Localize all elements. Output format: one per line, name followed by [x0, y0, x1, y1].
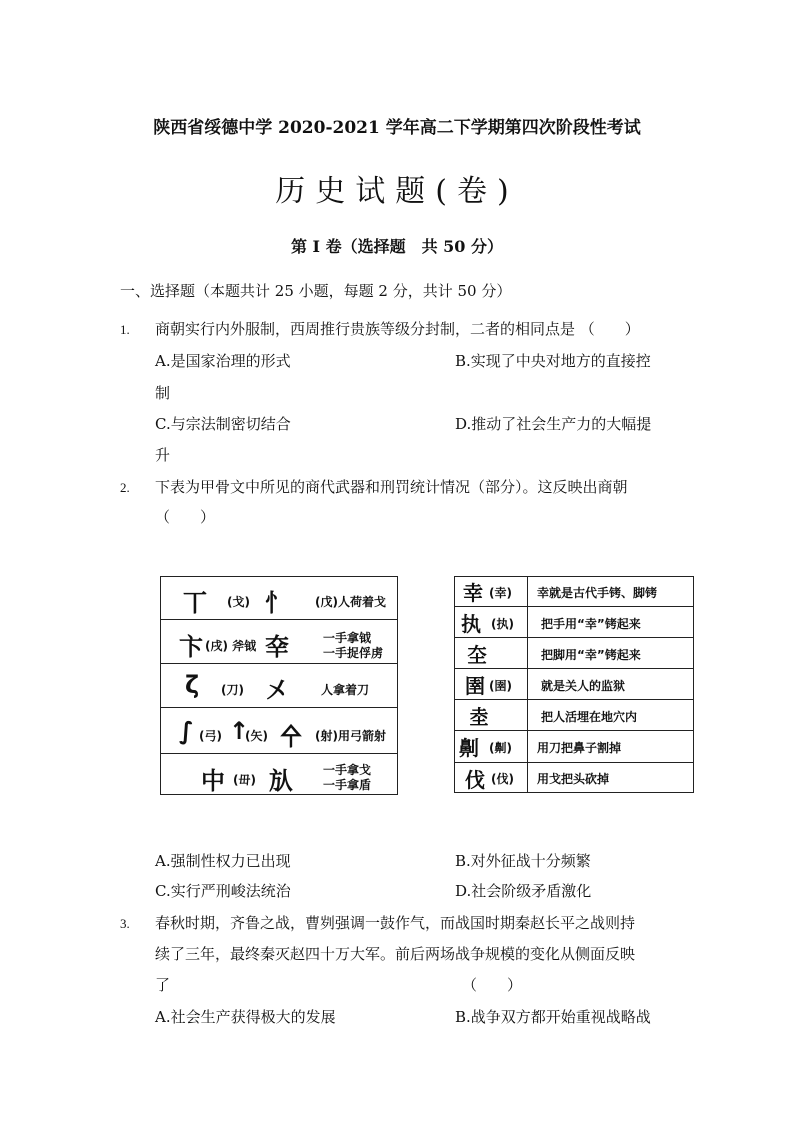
- glyph-label: (戌) 斧钺: [205, 639, 257, 653]
- oracle-glyph: ζ: [185, 671, 200, 699]
- section-heading: 一、选择题（本题共计 25 小题，每题 2 分，共计 50 分）: [120, 282, 512, 300]
- question-number: 3.: [120, 916, 130, 931]
- oracle-glyph: 忄: [265, 589, 289, 617]
- paper-title: 历史试题(卷): [275, 174, 519, 209]
- punishments-table: [454, 576, 694, 793]
- school-exam-title: 陕西省绥德中学 2020-2021 学年高二下学期第四次阶段性考试: [153, 118, 641, 138]
- glyph-label: (劓): [489, 741, 512, 755]
- option-d-continued: 升: [155, 446, 171, 464]
- oracle-glyph: 伐: [465, 768, 485, 792]
- oracle-glyph: 幸: [463, 581, 483, 605]
- oracle-glyph: ∫: [179, 717, 194, 745]
- glyph-label: 一手拿戈: [323, 763, 372, 777]
- option-c: C.实行严刑峻法统治: [155, 882, 291, 900]
- glyph-label: (射)用弓箭射: [315, 729, 386, 743]
- glyph-label: 一手拿钺: [323, 631, 372, 645]
- glyph-label: (矢): [245, 729, 268, 743]
- glyph-label: (毌): [233, 773, 256, 787]
- oracle-glyph: ↑: [229, 717, 250, 745]
- option-b-continued: 制: [155, 384, 171, 402]
- glyph-label: 一手拿盾: [323, 778, 372, 792]
- oracle-glyph: 卞: [179, 633, 203, 661]
- punishment-description: 用戈把头砍掉: [537, 772, 610, 786]
- punishment-description: 幸就是古代手铐、脚铐: [537, 586, 658, 600]
- oracle-glyph: 劓: [459, 736, 479, 760]
- glyph-label: (幸): [489, 586, 512, 600]
- question-stem-line3: 了: [155, 976, 171, 994]
- oracle-glyph: 㐃: [279, 723, 303, 751]
- oracle-glyph: 㚔: [265, 633, 289, 661]
- question-stem-line2: 续了三年，最终秦灭赵四十万大军。前后两场战争规模的变化从侧面反映: [155, 945, 636, 963]
- option-a: A.是国家治理的形式: [155, 352, 291, 370]
- option-d: D.推动了社会生产力的大幅提: [455, 415, 652, 433]
- punishment-description: 把脚用“幸”铐起来: [541, 648, 641, 662]
- oracle-glyph: 丅: [183, 589, 207, 617]
- option-b: B.实现了中央对地方的直接控: [455, 352, 651, 370]
- question-stem: 春秋时期，齐鲁之战，曹刿强调一鼓作气，而战国时期秦赵长平之战则持: [155, 914, 636, 932]
- punishment-description: 就是关人的监狱: [541, 679, 626, 693]
- oracle-glyph: 㐅: [265, 677, 289, 705]
- volume-heading: 第 I 卷（选择题 共 50 分）: [290, 237, 504, 256]
- punishment-description: 用刀把鼻子割掉: [537, 741, 622, 755]
- weapons-table: [160, 576, 398, 795]
- glyph-label: 一手捉俘虏: [323, 646, 384, 660]
- question-stem: 下表为甲骨文中所见的商代武器和刑罚统计情况（部分）。这反映出商朝: [155, 478, 628, 496]
- option-b: B.战争双方都开始重视战略战: [455, 1008, 651, 1026]
- punishment-description: 把手用“幸”铐起来: [541, 617, 641, 631]
- oracle-glyph: 执: [461, 612, 481, 636]
- question-number: 2.: [120, 480, 130, 495]
- glyph-label: (执): [491, 617, 514, 631]
- oracle-glyph: 㫃: [269, 767, 293, 795]
- punishment-description: 把人活埋在地穴内: [541, 710, 638, 724]
- answer-parentheses: （ ）: [462, 976, 523, 994]
- option-b: B.对外征战十分频繁: [455, 852, 591, 870]
- option-a: A.社会生产获得极大的发展: [155, 1008, 336, 1026]
- glyph-label: (刀): [221, 683, 244, 697]
- glyph-label: (弓): [199, 729, 222, 743]
- question-stem: 商朝实行内外服制，西周推行贵族等级分封制，二者的相同点是 （ ）: [155, 320, 640, 338]
- oracle-glyph: 中: [201, 767, 225, 795]
- glyph-label: (戊)人荷着戈: [315, 595, 386, 609]
- glyph-label: (戈): [227, 595, 250, 609]
- question-number: 1.: [120, 322, 130, 337]
- glyph-label: 人拿着刀: [321, 683, 370, 697]
- oracle-glyph: 圶: [467, 643, 487, 667]
- oracle-glyph: 坴: [469, 705, 489, 729]
- option-a: A.强制性权力已出现: [155, 852, 291, 870]
- glyph-label: (伐): [491, 772, 514, 786]
- option-c: C.与宗法制密切结合: [155, 415, 291, 433]
- answer-parentheses: （ ）: [155, 508, 216, 526]
- option-d: D.社会阶级矛盾激化: [455, 882, 592, 900]
- oracle-glyph: 圉: [465, 674, 485, 698]
- glyph-label: (圉): [489, 679, 512, 693]
